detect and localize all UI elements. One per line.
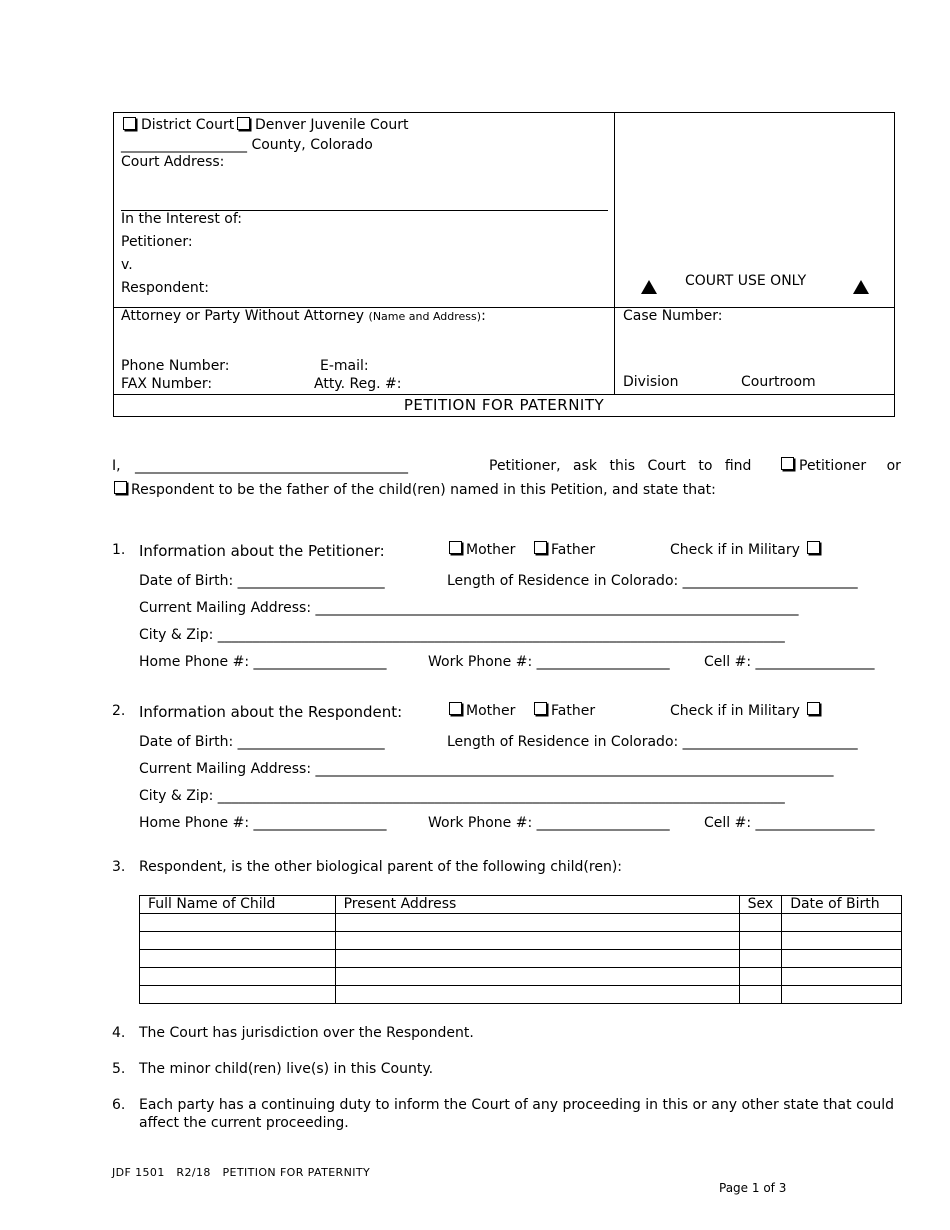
versus-label: v. xyxy=(121,257,133,273)
denver-juvenile-court-checkbox[interactable] xyxy=(237,117,250,130)
s3-text: Respondent, is the other biological parent of the following child(ren): xyxy=(139,859,622,875)
court-address-label: Court Address: xyxy=(121,154,225,170)
attorney-label xyxy=(121,308,486,324)
s2-mailing: Current Mailing Address: __________________________________________________________________________ xyxy=(139,761,834,777)
attorney-colon: : xyxy=(481,308,486,324)
form-title: PETITION FOR PATERNITY xyxy=(403,396,605,414)
table-row xyxy=(140,932,902,950)
intro-petitioner-checkbox[interactable] xyxy=(781,457,794,470)
child-address-cell[interactable] xyxy=(335,986,739,1004)
children-table-header xyxy=(140,896,902,914)
s1-mother-label: Mother xyxy=(466,542,516,558)
child-sex-cell[interactable] xyxy=(739,968,782,986)
child-dob-cell[interactable] xyxy=(782,932,902,950)
s1-home-phone: Home Phone #: ___________________ xyxy=(139,654,387,670)
s1-military-checkbox[interactable] xyxy=(807,541,820,554)
s2-father-label: Father xyxy=(551,703,596,719)
district-court-checkbox[interactable] xyxy=(123,117,136,130)
s2-city-zip: City & Zip: _________________________________________________________________________________ xyxy=(139,788,785,804)
intro-line2: Respondent to be the father of the child(ren) named in this Petition, and state that: xyxy=(131,482,716,498)
s1-mailing: Current Mailing Address: _____________________________________________________________________ xyxy=(139,600,799,616)
s1-military-label: Check if in Military xyxy=(670,542,800,558)
child-dob-cell[interactable] xyxy=(782,914,902,932)
table-row xyxy=(140,986,902,1004)
table-row xyxy=(140,950,902,968)
s1-number: 1. xyxy=(112,542,126,558)
child-name-cell[interactable] xyxy=(140,968,336,986)
child-address-cell[interactable] xyxy=(335,914,739,932)
child-name-cell[interactable] xyxy=(140,986,336,1004)
court-use-right-arrow-icon xyxy=(853,280,869,294)
caption-bottom-border xyxy=(113,416,895,417)
county-line: __________________ County, Colorado xyxy=(121,137,373,153)
denver-juvenile-court-label: Denver Juvenile Court xyxy=(255,117,409,133)
child-dob-cell[interactable] xyxy=(782,950,902,968)
s6-line1: Each party has a continuing duty to inform the Court of any proceeding in this or any other state that could xyxy=(139,1097,894,1113)
phone-number-label: Phone Number: xyxy=(121,358,230,374)
footer-page-number: Page 1 of 3 xyxy=(719,1181,787,1195)
intro-respondent-checkbox[interactable] xyxy=(114,481,127,494)
s1-residence: Length of Residence in Colorado: _________________________ xyxy=(447,573,858,589)
s4-number: 4. xyxy=(112,1025,126,1041)
s2-cell: Cell #: _________________ xyxy=(704,815,875,831)
respondent-label: Respondent: xyxy=(121,280,209,296)
s1-father-checkbox[interactable] xyxy=(534,541,547,554)
child-name-cell[interactable] xyxy=(140,932,336,950)
s1-mother-checkbox[interactable] xyxy=(449,541,462,554)
s2-mother-checkbox[interactable] xyxy=(449,702,462,715)
s2-father-checkbox[interactable] xyxy=(534,702,547,715)
division-label: Division xyxy=(623,374,679,390)
child-dob-cell[interactable] xyxy=(782,986,902,1004)
child-sex-cell[interactable] xyxy=(739,986,782,1004)
district-court-label: District Court xyxy=(141,117,235,133)
col-full-name: Full Name of Child xyxy=(140,896,336,914)
s6-line2: affect the current proceeding. xyxy=(139,1115,349,1131)
s2-mother-label: Mother xyxy=(466,703,516,719)
children-table xyxy=(139,895,902,1004)
caption-left-border xyxy=(113,112,114,417)
intro-petitioner-name-blank: _______________________________________ xyxy=(135,458,408,474)
petitioner-label: Petitioner: xyxy=(121,234,193,250)
table-row xyxy=(140,914,902,932)
s1-cell: Cell #: _________________ xyxy=(704,654,875,670)
child-address-cell[interactable] xyxy=(335,950,739,968)
s5-text: The minor child(ren) live(s) in this County. xyxy=(139,1061,434,1077)
child-sex-cell[interactable] xyxy=(739,950,782,968)
s1-work-phone: Work Phone #: ___________________ xyxy=(428,654,670,670)
intro-petitioner-or: Petitioner or xyxy=(799,458,901,474)
in-interest-label: In the Interest of: xyxy=(121,211,242,227)
s1-title: Information about the Petitioner: xyxy=(139,542,385,560)
child-sex-cell[interactable] xyxy=(739,932,782,950)
s1-city-zip: City & Zip: _________________________________________________________________________________ xyxy=(139,627,785,643)
child-dob-cell[interactable] xyxy=(782,968,902,986)
col-sex: Sex xyxy=(739,896,782,914)
court-use-left-arrow-icon xyxy=(641,280,657,294)
attorney-note: (Name and Address) xyxy=(368,310,482,323)
fax-number-label: FAX Number: xyxy=(121,376,213,392)
child-address-cell[interactable] xyxy=(335,932,739,950)
s2-dob: Date of Birth: _____________________ xyxy=(139,734,385,750)
email-label: E-mail: xyxy=(320,358,369,374)
intro-petitioner-ask: Petitioner, ask this Court to find xyxy=(489,458,752,474)
s2-home-phone: Home Phone #: ___________________ xyxy=(139,815,387,831)
footer-form-id: JDF 1501 R2/18 PETITION FOR PATERNITY xyxy=(112,1166,371,1179)
col-present-address: Present Address xyxy=(335,896,739,914)
table-row xyxy=(140,968,902,986)
attorney-title: Attorney or Party Without Attorney xyxy=(121,308,365,324)
col-dob: Date of Birth xyxy=(782,896,902,914)
child-name-cell[interactable] xyxy=(140,950,336,968)
s2-residence: Length of Residence in Colorado: _________________________ xyxy=(447,734,858,750)
caption-top-border xyxy=(113,112,895,113)
case-number-label: Case Number: xyxy=(623,308,723,324)
caption-title-top xyxy=(113,394,895,395)
caption-middle-divider xyxy=(614,112,615,394)
s3-number: 3. xyxy=(112,859,126,875)
s2-military-label: Check if in Military xyxy=(670,703,800,719)
s2-work-phone: Work Phone #: ___________________ xyxy=(428,815,670,831)
courtroom-label: Courtroom xyxy=(741,374,816,390)
s2-number: 2. xyxy=(112,703,126,719)
intro-i: I, xyxy=(112,458,121,474)
child-address-cell[interactable] xyxy=(335,968,739,986)
s2-military-checkbox[interactable] xyxy=(807,702,820,715)
s2-title: Information about the Respondent: xyxy=(139,703,403,721)
caption-right-border xyxy=(894,112,895,417)
s1-dob: Date of Birth: _____________________ xyxy=(139,573,385,589)
court-use-only-label: COURT USE ONLY xyxy=(685,273,807,289)
atty-reg-label: Atty. Reg. #: xyxy=(314,376,402,392)
child-sex-cell[interactable] xyxy=(739,914,782,932)
s6-number: 6. xyxy=(112,1097,126,1113)
s4-text: The Court has jurisdiction over the Respondent. xyxy=(139,1025,474,1041)
child-name-cell[interactable] xyxy=(140,914,336,932)
s5-number: 5. xyxy=(112,1061,126,1077)
s1-father-label: Father xyxy=(551,542,596,558)
